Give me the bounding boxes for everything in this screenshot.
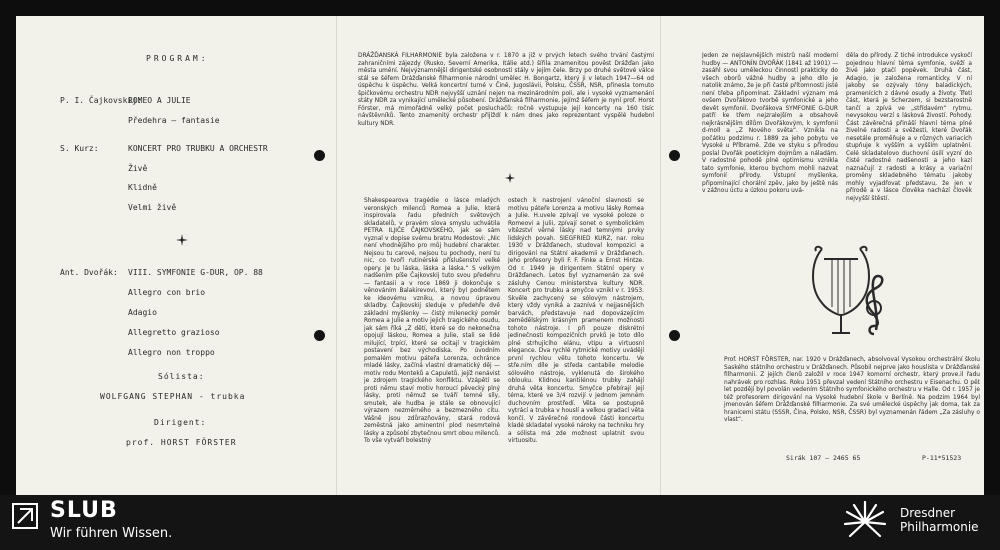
print-code: P-11*51523 [922,454,962,462]
kurz-notes-text: ostech k nastrojení vánoční slavnosti se motivu páteře Lorenza a motivu lásky Romea a Julie. H.uvele zpívají ve vysoké poloze o Romeovi a Julii, zpívají sonet o symbolickém vítězství věrné lásky nad temnými prvky lidských povah. SIEGFRIED KURZ, nar. roku 1930 v Drážďanech, studoval kompozici a dirigování na Státní akademii v Drážďanech. Jeho profesory byli F. F. Finke a Ernst Hintze. Od r. 1949 je dirigentem Státní opery v Drážďanech. Letos byl vyznamenán za své zásluhy Cenou ministerstva kultury NDR. Koncert pro trubku a smyčce vznikl v r. 1953. Skvěle zachycený se sólovým nástrojem, který vždy vyniká a zaznívá v nejjasnějších barvách, představuje nad dopovázejícím zemědělským krásným pramenem možnosti tohoto nástroje. I při pouze diskrétní jedinečnosti kompozičních prvků je toto dílo plné strhujícího elánu, vtipu a virtuosní elegance. Dva rychlé rytmické motivy uvádějí první rychlou větu tohoto koncertu. Ve stře.ním díle je středa cantabile melodie sólového nástroje, vyklenutá do širokého oblouku. Klidnou kantilénou trubky zahájí druhá věta koncertu. Smyčce přebírají její téma, které ve 3/4 rozvijí v jednom jemném duchovním prostředí. Věta se postupně vytrácí a trubka v houslí a velkou gradací věta končí. V závěrečné rondové části koncertu kladé skladatel vysoké nároky na techniku hry a sólista má zde možnost uplatnit svou virtuositu. [508,197,644,444]
dvorak-notes-cont-text: děla do přírody. Z tiché introdukce vyskočí pojednou hlavní téma symfonie, svěží a živé jako ptačí popěvek. Druhá část, Adagio, je založena romanticky. V ní jakoby se ozývaly tóny baladických, pramenících z dávné osudy a životy. Třetí část, která je Scherzem, si bezstarostně tančí a zpívá ve „střídavém“ rytmu, nevysokou verzí s lásková živostí. Pohody. Část závěrečná přináší hlavní téma plné živelné radosti a svěžesti, které Dvořák nesetále proměňuje a v různých variacích stupňuje k vyšším a vyšším uplatnění. Celé skladatelovo duchovní úsilí vyzní do čisté radostné nadšenosti a jeho kazí naznačují z radosti a krásy a variační proměny skladebného tématu jakoby mohly vyjadřovat představu, že jen v přírodě a v lásce člověka nachází člověk nejvyšší štěstí. [846,52,972,202]
punch-hole [669,330,680,341]
conductor-bio-text: Prof. HORST FÖRSTER, nar. 1920 v Drážďanech, absolvoval Vysokou orchestrální školu Saského státního orchestru v Drážďanech. Působil nejprve jako houslista v Drážďanské filharmonii. Z jejích členů založil v roce 1947 komorní orchestr, který prove.il řadu nahrávek pro rozhlas. Roku 1951 převzal vedení Státního orchestru v Eisenachu. O pět let později byl povolán vedením Státního symfonického orchestru v Halle. Od r. 1957 je též profesorem dirigování na Vysoké hudební škole v Berlíně. Na podzim 1964 byl jmenován šéfem Drážďanské filharmonie. Za své umělecké úspěchy jak doma, tak za hranicemi státu (SSSR, Čína, Polsko, NSR, ČSSR) byl vyznamenán řádem „Za zásluhy o vlast“. [724,355,980,423]
tchaikovsky-notes [364,197,500,489]
conductor: prof. HORST FÖRSTER [126,438,237,447]
tchaikovsky-notes-text: Shakespearova tragédie o lásce mladých veronských milenců Romea a Julie, která inspirovala řadu předních světových skladatelů, v pravém slova smyslu uchvátila PETRA ILJIČE ČAJKOVSKÉHO, jak se sám vyznal v dopise svému bratru Modestovi: „Nic není vhodnějšího pro můj hudební charakter. Nejsou tu carové, nejsou tu pochody, není tu nic, co tvoří rutinérské příslušenství velké opery. Je tu láska, láska a láska.“ S velkým nadšením píše Čajkovskij tuto svou předehru — fantasii a v roce 1869 ji dokončuje s věnováním Balakirevovi, který byl podnětem ke ideovému vzniku, a novou úpravou skladby. Čajkovskij sleduje v předehře dvě základní myšlenky — čistý milenecký poměr Romea a Julie a motiv jejich tragického osudu, jak sám říká „Z dětí, které se do nekonečna opojují láskou, Romea a Julie, stali se lidé milující, trpící, které se ocitají v tragickém postavení bez východiska. Po úvodním pomalém motivu páteřa Lorenza, ochránce mladé lásky, začíná vlastní dramatický děj — motiv rodu Monteků a Capuletů, jejíž nenávist je zdrojem tragického konfliktu. Vzápětí se proti němu staví motiv horoucí pěvecký plný lásky, proti němuž se tváří temné síly, smutek, ale hudba je stále se obnovující výrazem nezměrného a bezmezného citu. Vášně jsou zdůrazňovány, stará rodová zeměstná jako aminentní plod nesmrtelné lásky a způsobí zbytečnou smrt obou milenců. To vše vytváří bolestný [364,197,500,444]
movement: Allegro non troppo [128,348,215,357]
punch-hole [669,150,680,161]
conductor-bio [724,356,980,424]
movement: Velmi živě [128,203,177,212]
composer-name: S. Kurz: [60,144,99,153]
philharmonie-logo-icon [842,499,888,545]
slub-brand[interactable]: SLUB [50,498,118,523]
work-title: VIII. SYMFONIE G-DUR, OP. 88 [128,268,263,277]
movement: Klidně [128,183,157,192]
scanned-program-sheet [16,16,984,495]
movement: Allegretto grazioso [128,328,220,337]
fold-line [660,16,661,495]
philharmonie-name-1: Dresdner [900,506,956,520]
composer-name: Ant. Dvořák: [60,268,118,277]
movement: Předehra — fantasie [128,116,220,125]
composer-name: P. I. Čajkovskij: [60,96,142,105]
print-info: Sirák 107 — 2465 65 [786,454,861,462]
fold-line [336,16,337,495]
ornament-icon [505,173,515,183]
program-heading: PROGRAM: [146,54,209,63]
dvorak-notes [702,52,838,254]
treble-clef-icon [854,274,894,336]
ornament-icon [176,234,188,246]
orchestra-intro [358,52,654,127]
movement: Allegro con brio [128,288,206,297]
punch-hole [314,330,325,341]
orchestra-intro-text: DRÁŽĎANSKÁ FILHARMONIE byla založena v r. 1870 a již v prvých letech svého trvání častými zahraničními zájezdy (Rusko, Severní Amerika, Itálie atd.) šířila znamenitou pověst Drážďan jako města umění. Nejvýznamnější dirigentské osobnosti stály v jejím čele. Brzy po druhé světové válce stál se šéfem Drážďanské filharmonie národní umělec H. Bongartz, který ji v letech 1947—64 od úspěchu k úspěchu. Velká koncertní turné v Čině, Jugoslávii, Polsku, ČSSR, NSR, přinesla tomuto špičkovému orchestru NDR nejvyšší uznání nejen na mezinárodním poli, ale i vysoké vyznamenání státy NDR za vynikající umělecké působení. Drážďanská filharmonie, jejímž šéfem je nyní prof. Horst Förster, má mimořádně velký počet posluchačů: ročně vystupuje její koncerty na 160 tisíc návštěvníků. Tento znamenitý orchestr přijíždí k nám dnes jako reprezentant vyspělé hudební kultury NDR. [358,51,654,127]
kurz-notes [508,197,644,489]
movement: Živě [128,164,148,173]
footer-banner [0,495,1000,550]
punch-hole [314,150,325,161]
soloist: WOLFGANG STEPHAN - trubka [100,392,246,401]
philharmonie-name-2: Philharmonie [900,520,979,534]
soloist-heading: Sólista: [158,372,205,381]
work-title: KONCERT PRO TRUBKU A ORCHESTR [128,144,268,153]
conductor-heading: Dirigent: [154,418,207,427]
slub-tagline: Wir führen Wissen. [50,526,173,541]
dvorak-notes-text: Jeden ze nejslavnějších mistrů naší moderní hudby — ANTONÍN DVOŘÁK (1841 až 1901) — zasáhl svou uměleckou činností prakticky do všech oborů vážné hudby a jeho dílo je natolik známo, že je při časté přítomnosti jisté není třeba připomínat. Základní význam má ovšem Dvořákovo tvorbě symfonické a jeho devět symfonií. Dvořákova SYMFONIE G-DUR patří ke třem nejzralejším a obsahově nejkrásnějším dílům Dvořákovým, k symfonii d-moll a „Z Nového světa“. Vznikla na počátku podzimu r. 1889 za jeho pobytu ve Vysoké u Příbramě. Zde ve styku s přírodou poslal Dvořák poetickým dojmům a náladám. V radostné pohodě plné optimismu vznikla tato symfonie, kterou bychom mohli nazvat symfonií přírody. Vstupní myšlenka, připomínající chorální zpěv, jako by ještě nás v zážnou úctu a úzkou pokoru uvá- [702,52,838,194]
slub-logo-icon [12,503,38,529]
movement: Adagio [128,308,157,317]
dvorak-notes-cont [846,52,972,214]
work-title: ROMEO A JULIE [128,96,191,105]
